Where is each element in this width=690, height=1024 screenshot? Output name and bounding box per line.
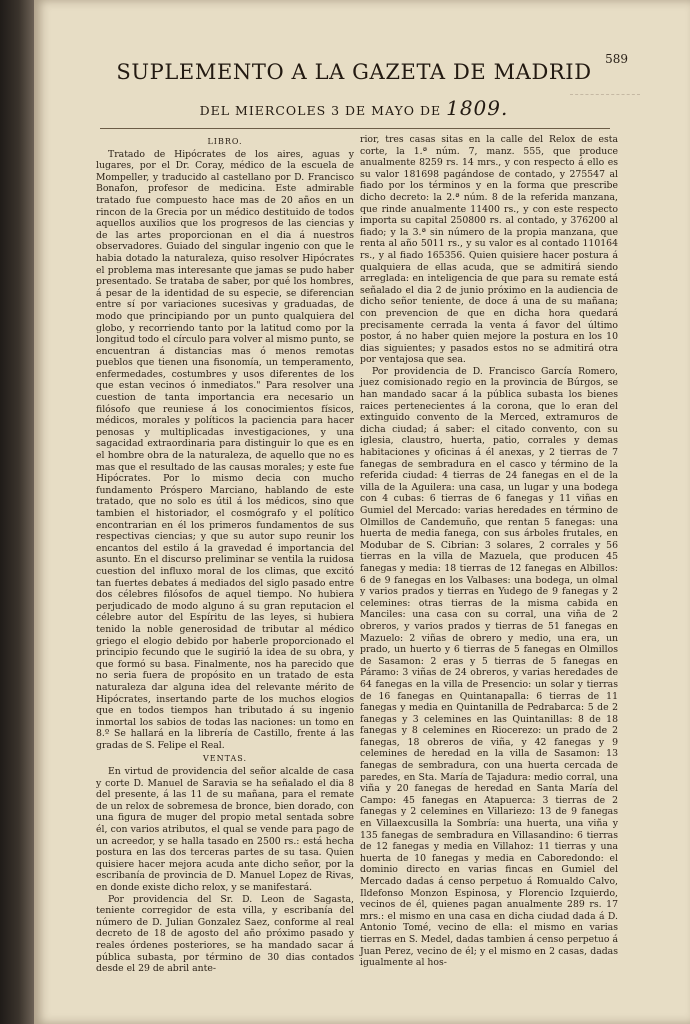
date-text: DEL MIERCOLES 3 DE MAYO DE xyxy=(199,103,442,118)
sale-houses-paragraph: Por providencia del Sr. D. Leon de Sagasta, teniente corregidor de esta villa, y escribanía del número de D. Julian Gonzalez Saez, conforme al real decreto de 18 de agosto del año próximo pasado y reales órdenes posteriores, se ha mandado sacar á pública subasta, por término de 30 dias contados desde el 29 de abril ante- xyxy=(96,893,354,975)
section-heading-ventas: VENTAS. xyxy=(202,754,248,764)
sale-houses-continued-paragraph: rior, tres casas sitas en la calle del Relox de esta corte, la 1.ª núm. 7, manz. 555, que produce anualmente 8259 rs. 14 mrs., y con respecto á ello es su valor 181698 pagándose de contado, y 275547 al fiado por los términos y en la forma que prescribe dicho decreto: la 2.ª núm. 8 de la referida manzana, que rinde anualmente 11400 rs., y con este respecto importa su capital 250800 rs. al contado, y 376200 al fiado; y la 3.ª sin número de la propia manzana, que renta al año 5011 rs., y su valor es al contado 110164 rs., y al fiado 165356. Quien quisiere hacer postura á qualquiera de ellas acuda, que se admitirá siendo arreglada: en inteligencia de que para su remate está señalado el dia 2 de junio próximo en la audiencia de dicho señor teniente, de doce á una de su mañana; con prevencion de que en dicha hora quedará precisamente cerrada la venta á favor del último postor, á no haber quien mejore la postura en los 10 dias siguientes; y pasados estos no se admitirá otra por ventajosa que sea. xyxy=(360,134,618,366)
date-line xyxy=(74,96,634,120)
faded-stamp xyxy=(570,94,640,117)
newspaper-page xyxy=(34,0,690,1024)
sale-convent-paragraph: Por providencia de D. Francisco García Romero, juez comisionado regio en la provincia de Búrgos, se han mandado sacar á la pública subasta los bienes raices pertenecientes á la corona, que lo eran del extinguido convento de la Merced, extramuros de dicha ciudad; á saber: el citado convento, con su iglesia, claustro, huerta, patio, corrales y demas habitaciones y oficinas á él anexas, y 2 tierras de 7 fanegas de sembradura en el casco y término de la referida ciudad: 4 tierras de 24 fanegas en el de la villa de la Aguilera: una casa, un lugar y una bodega con 4 cubas: 6 tierras de 6 fanegas y 11 viñas en Gumiel del Mercado: varias heredades en término de Olmillos de Candemuño, que rentan 5 fanegas: una huerta de media fanega, con sus árboles frutales, en Modubar de S. Cibrian: 3 solares, 2 corrales y 56 tierras en la villa de Mazuela, que producen 45 fanegas y media: 18 tierras de 12 fanegas en Albillos: 6 de 9 fanegas en los Valbases: una bodega, un olmal y varios prados y tierras en Yudego de 9 fanegas y 2 celemines: otras tierras de la misma cabida en Manciles: una casa con su corral, una viña de 2 obreros, y varios prados y tierras de 51 fanegas en Mazuelo: 2 viñas de obrero y medio, una era, un prado, un huerto y 6 tierras de 5 fanegas en Olmillos de Sasamon: 2 eras y 5 tierras de 5 fanegas en Páramo: 3 viñas de 24 obreros, y varias heredades de 64 fanegas en la villa de Presencio: un solar y tierras de 16 fanegas en Quintanapalla: 6 tierras de 11 fanegas y media en Quintanilla de Pedrabarca: 5 de 2 fanegas y 3 celemines en las Quintanillas: 8 de 18 fanegas y 8 celemines en Riocerezo: un prado de 2 fanegas, 18 obreros de viña, y 42 fanegas y 9 celemines de heredad en la villa de Sasamon: 13 fanegas de sembradura, con una huerta cercada de paredes, en Sta. María de Tajadura: medio corral, una viña y 20 fanegas de heredad en Santa María del Campo: 45 fanegas en Atapuerca: 3 tierras de 2 fanegas y 2 celemines en Villariezo: 13 de 9 fanegas en Villaexcusilla la Sombría: una huerta, una viña y 135 fanegas de sembradura en Villasandino: 6 tierras de 12 fanegas y media en Villahoz: 11 tierras y una huerta de 10 fanegas y media en Caboredondo: el dominio directo en varias fincas en Gumiel del Mercado dadas á censo perpetuo á Romualdo Calvo, Ildefonso Monzon Espinosa, y Florencio Izquierdo, vecinos de él, quienes pagan anualmente 289 rs. 17 mrs.: el mismo en una casa en dicha ciudad dada á D. Antonio Tomé, vecino de ella: el mismo en varias tierras en S. Medel, dadas tambien á censo perpetuo á Juan Perez, vecino de él; y el mismo en 2 casas, dadas igualmente al hos- xyxy=(360,365,618,969)
date-year: 1809. xyxy=(446,96,509,120)
section-heading-libro: LIBRO. xyxy=(207,137,243,146)
page-title: SUPLEMENTO A LA GAZETA DE MADRID xyxy=(116,60,592,84)
book-notice-paragraph: Tratado de Hipócrates de los aires, aguas y lugares, por el Dr. Coray, médico de la escuela de Mompeller, y traducido al castellano por D. Francisco Bonafon, profesor de medicina. Este admirable tratado fue compuesto hace mas de 20 años en un rincon de la Grecia por un médico destituido de todos aquellos auxilios que los progresos de las ciencias y de las artes proporcionan en el dia á nuestros observadores. Guiado del singular ingenio con que le habia dotado la naturaleza, quiso resolver Hipócrates el problema mas interesante que jamas se pudo haber presentado. Se trataba de saber, por qué los hombres, á pesar de la identidad de su especie, se diferencian entre sí por variaciones sucesivas y graduadas, de modo que principiando por un punto qualquiera del globo, y recorriendo tanto por la latitud como por la longitud todo el círculo para volver al mismo punto, se encuentran á distancias mas ó menos remotas pueblos que tienen una fisonomía, un temperamento, enfermedades, costumbres y usos diferentes de los que estan vecinos ó inmediatos." Para resolver una cuestion de tanta importancia era necesario un filósofo que reuniese á los conocimientos físicos, médicos, morales y políticos la paciencia para hacer penosas y multiplicadas investigaciones, y una sagacidad extraordinaria para distinguir lo que es en el hombre obra de la naturaleza, de aquello que no es mas que el resultado de las causas morales; y este fue Hipócrates. Por lo mismo decia con mucho fundamento Próspero Marciano, hablando de este tratado, que no solo es útil á los médicos, sino que tambien el historiador, el cosmógrafo y el político encontrarian en él los primeros fundamentos de sus respectivas ciencias; y que su autor supo reunir los encantos del estilo á la gravedad é importancia del asunto. En el discurso preliminar se ventila la ruidosa cuestion del influxo moral de los climas, que excitó tan fuertes debates á mediados del siglo pasado entre dos célebres filósofos de aquel tiempo. No hubiera perjudicado de modo alguno á su gran reputacion el célebre autor del Espíritu de las leyes, si hubiera tenido la noble generosidad de tributar al médico griego el elogio debido por haberle proporcionado el principio fecundo que le sugirió la idea de su obra, y que formó su basa. Finalmente, nos ha parecido que no seria fuera de propósito en un tratado de esta naturaleza dar alguna idea del relevante mérito de Hipócrates, insertando parte de los muchos elogios que en todos tiempos han tributado á su ingenio inmortal los sabios de todas las naciones: un tomo en 8.º Se hallará en la librería de Castillo, frente á las gradas de S. Felipe el Real. xyxy=(96,148,354,751)
right-column xyxy=(360,134,618,969)
left-column xyxy=(96,134,354,975)
sale-clock-paragraph: En virtud de providencia del señor alcalde de casa y corte D. Manuel de Saravia se ha señalado el dia 8 del presente, á las 11 de su mañana, para el remate de un relox de sobremesa de bronce, bien dorado, con una figura de muger del propio metal sentada sobre él, con varios atributos, el qual se vende para pago de un acreedor, y se halla tasado en 2500 rs.: está hecha postura en las dos terceras partes de su tasa. Quien quisiere hacer mejora acuda ante dicho señor, por la escribanía de provincia de D. Manuel Lopez de Rivas, en donde existe dicho relox, y se manifestará. xyxy=(96,766,354,893)
header-rule xyxy=(100,128,610,129)
book-gutter xyxy=(0,0,34,1024)
page-number: 589 xyxy=(605,52,628,66)
